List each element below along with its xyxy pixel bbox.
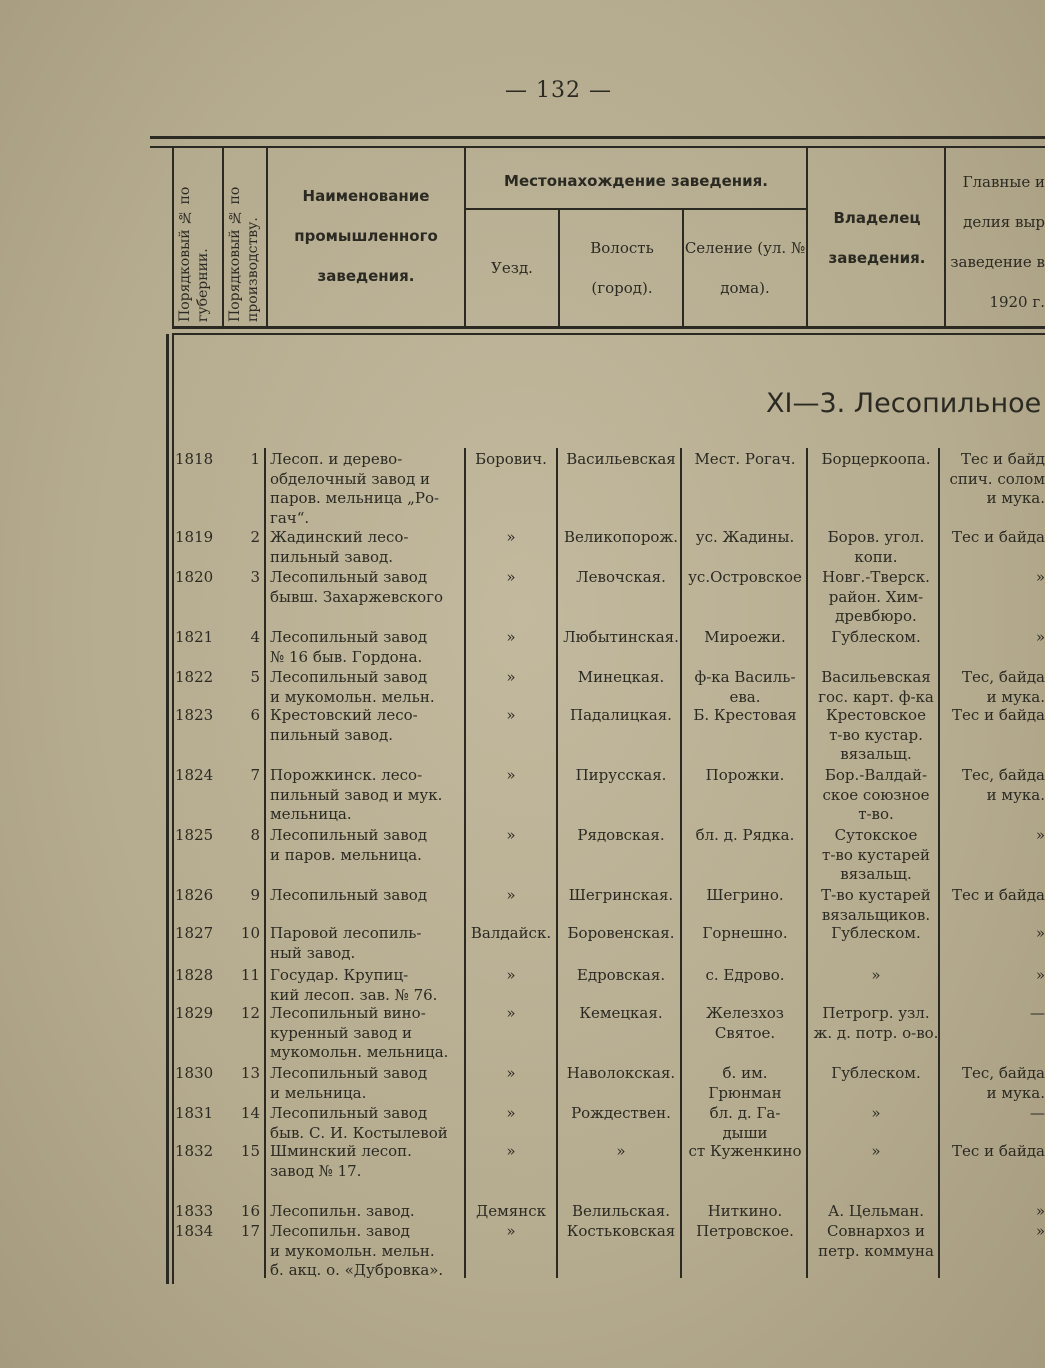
cell-order-gub: 1830 [175,1064,214,1082]
cell-selenie: Горнешно. [702,924,788,942]
header-top-rule [150,136,1045,139]
cell-order-prod: 12 [240,1004,260,1022]
cell-owner: Гублеском. [831,924,921,942]
cell-volost: Костьковская [566,1222,676,1240]
cell-establishment-name: Лесопильный завод [270,886,428,904]
location-group-rule [466,208,808,210]
cell-uezd: » [506,668,516,686]
cell-establishment-name: Лесопильн. завод и мукомольн. мельн. б. акц. о. «Дубровка». [270,1222,444,1279]
cell-selenie: бл. д. Рядка. [695,826,795,844]
cell-owner: Гублеском. [831,628,921,646]
cell-order-gub: 1833 [175,1202,214,1220]
cell-products: » [1035,1202,1045,1220]
cell-uezd: Борович. [475,450,547,468]
cell-establishment-name: Лесопильный завод и мукомольн. мельн. [270,668,435,706]
cell-order-gub: 1819 [175,528,214,546]
cell-establishment-name: Лесопильный завод и паров. мельница. [270,826,428,864]
cell-selenie: Шегрино. [706,886,784,904]
cell-volost: Едровская. [576,966,666,984]
cell-products: Тес и байд спич. солом и мука. [949,450,1045,507]
cell-selenie: ус.Островское [688,568,802,586]
header-uezd: Уезд. [491,259,533,277]
header-order-gub: Порядковый № по губернии. [177,186,211,322]
cell-establishment-name: Лесопильный завод и мельница. [270,1064,428,1102]
cell-order-gub: 1822 [175,668,214,686]
cell-products: Тес, байда и мука. [962,668,1045,706]
body-left-rule-2 [172,334,174,1284]
cell-selenie: Мироежи. [704,628,786,646]
cell-establishment-name: Лесоп. и дерево- обделочный завод и паров. мельница „Ро- гач“. [270,450,440,527]
cell-volost: Любытинская. [563,628,679,646]
cell-uezd: » [506,528,516,546]
cell-owner: » [871,1142,881,1160]
cell-uezd: » [506,826,516,844]
cell-uezd: » [506,1004,516,1022]
cell-selenie: бл. д. Га- дыши [709,1104,781,1142]
cell-products: — [1030,1004,1045,1022]
cell-order-prod: 6 [250,706,260,724]
cell-products: Тес, байда и мука. [962,766,1045,804]
cell-volost: Рядовская. [577,826,665,844]
cell-owner: Боров. угол. копи. [827,528,925,566]
cell-order-gub: 1824 [175,766,214,784]
cell-uezd: » [506,628,516,646]
cell-volost: » [616,1142,626,1160]
cell-owner: Сутокское т-во кустарей вязальщ. [822,826,930,883]
cell-selenie: Ниткино. [707,1202,783,1220]
cell-order-gub: 1821 [175,628,214,646]
cell-establishment-name: Шминский лесоп. завод № 17. [270,1142,412,1180]
cell-products: » [1035,1222,1045,1240]
cell-selenie: б. им. Грюнман [708,1064,782,1102]
cell-owner: Петрогр. узл. ж. д. потр. о-во. [813,1004,939,1042]
cell-volost: Рождествен. [571,1104,671,1122]
cell-selenie: ф-ка Василь- ева. [694,668,796,706]
cell-establishment-name: Государ. Крупиц- кий лесоп. зав. № 76. [270,966,438,1004]
cell-order-gub: 1828 [175,966,214,984]
cell-products: Тес и байда [952,528,1045,546]
cell-volost: Шегринская. [568,886,674,904]
section-title: XI—3. Лесопильное [766,388,1042,419]
cell-order-prod: 17 [240,1222,260,1240]
cell-volost: Велильская. [571,1202,671,1220]
cell-order-gub: 1832 [175,1142,214,1160]
cell-establishment-name: Лесопильный вино- куренный завод и мукомольн. мельница. [270,1004,449,1061]
cell-uezd: » [506,766,516,784]
cell-establishment-name: Лесопильный завод № 16 быв. Гордона. [270,628,428,666]
cell-establishment-name: Лесопильн. завод. [270,1202,415,1220]
cell-order-prod: 14 [240,1104,260,1122]
cell-order-prod: 16 [240,1202,260,1220]
cell-owner: А. Цельман. [828,1202,924,1220]
cell-uezd: » [506,1064,516,1082]
cell-products: » [1035,568,1045,586]
cell-selenie: ус. Жадины. [695,528,795,546]
cell-order-gub: 1834 [175,1222,214,1240]
cell-uezd: Демянск [476,1202,546,1220]
cell-uezd: » [506,966,516,984]
body-divider [806,448,808,1278]
cell-order-prod: 11 [240,966,260,984]
cell-uezd: » [506,886,516,904]
cell-products: » [1035,966,1045,984]
header-volost: Волость (город). [590,239,654,297]
header-bottom-rule-2 [172,333,1045,335]
cell-order-gub: 1827 [175,924,214,942]
cell-owner: Борцеркоопа. [821,450,931,468]
cell-volost: Левочская. [576,568,666,586]
cell-order-prod: 15 [240,1142,260,1160]
cell-order-gub: 1818 [175,450,214,468]
cell-volost: Наволокская. [566,1064,676,1082]
cell-owner: Совнархоз и петр. коммуна [818,1222,934,1260]
cell-order-prod: 4 [250,628,260,646]
cell-products: Тес и байда [952,1142,1045,1160]
cell-products: » [1035,826,1045,844]
cell-volost: Кемецкая. [579,1004,663,1022]
cell-selenie: Железхоз Святое. [706,1004,784,1042]
header-divider [266,146,268,326]
cell-owner: » [871,1104,881,1122]
cell-establishment-name: Крестовский лесо- пильный завод. [270,706,418,744]
cell-products: » [1035,628,1045,646]
cell-owner: Крестовское т-во кустар. вязальщ. [826,706,926,763]
header-divider [806,146,808,326]
cell-volost: Падалицкая. [570,706,672,724]
cell-uezd: » [506,568,516,586]
cell-products: — [1030,1104,1045,1122]
header-owner: Владелец заведения. [828,209,926,267]
cell-uezd: » [506,1142,516,1160]
cell-establishment-name: Жадинский лесо- пильный завод. [270,528,409,566]
cell-owner: Бор.-Валдай- ское союзное т-во. [822,766,930,823]
header-order-prod: Порядковый № по производству. [227,186,261,322]
header-products: Главные и делия выр заведение в 1920 г. [950,173,1045,311]
cell-uezd: Валдайск. [470,924,552,942]
cell-selenie: Б. Крестовая [693,706,797,724]
header-divider [172,146,174,326]
cell-establishment-name: Лесопильный завод быв. С. И. Костылевой [270,1104,448,1142]
cell-selenie: Петровское. [696,1222,794,1240]
header-divider [944,146,946,326]
cell-owner: Гублеском. [831,1064,921,1082]
cell-products: Тес, байда и мука. [962,1064,1045,1102]
cell-products: » [1035,924,1045,942]
cell-owner: » [871,966,881,984]
cell-owner: Новг.-Тверск. район. Хим- древбюро. [822,568,930,625]
header-top-rule-2 [150,146,1045,148]
cell-selenie: Мест. Рогач. [694,450,796,468]
cell-owner: Т-во кустарей вязальщиков. [821,886,931,924]
cell-products: Тес и байда [952,706,1045,724]
header-divider [222,146,224,326]
cell-selenie: с. Едрово. [705,966,785,984]
cell-uezd: » [506,1222,516,1240]
cell-order-prod: 13 [240,1064,260,1082]
body-divider [556,448,558,1278]
cell-volost: Пирусская. [575,766,667,784]
cell-order-gub: 1820 [175,568,214,586]
cell-uezd: » [506,706,516,724]
cell-order-gub: 1825 [175,826,214,844]
page-number: — 132 — [505,78,612,103]
cell-products: Тес и байда [952,886,1045,904]
cell-owner: Васильевская гос. карт. ф-ка [818,668,934,706]
header-selenie: Селение (ул. № дома). [684,239,806,297]
cell-volost: Минецкая. [577,668,665,686]
cell-establishment-name: Паровой лесопиль- ный завод. [270,924,422,962]
cell-volost: Боровенская. [567,924,675,942]
cell-order-prod: 7 [250,766,260,784]
cell-establishment-name: Порожкинск. лесо- пильный завод и мук. мельница. [270,766,443,823]
cell-order-prod: 2 [250,528,260,546]
cell-order-prod: 1 [250,450,260,468]
cell-selenie: ст Куженкино [688,1142,802,1160]
cell-order-prod: 8 [250,826,260,844]
body-divider [264,448,266,1278]
cell-selenie: Порожки. [705,766,785,784]
cell-order-gub: 1829 [175,1004,214,1022]
header-divider [558,208,560,326]
cell-order-prod: 3 [250,568,260,586]
cell-order-prod: 10 [240,924,260,942]
body-left-rule [166,334,169,1284]
cell-order-gub: 1831 [175,1104,214,1122]
header-location-group: Местонахождение заведения. [504,172,768,190]
header-bottom-rule [172,326,1045,329]
cell-order-prod: 5 [250,668,260,686]
header-name: Наименование промышленного заведения. [294,187,438,285]
cell-uezd: » [506,1104,516,1122]
cell-order-gub: 1826 [175,886,214,904]
cell-order-gub: 1823 [175,706,214,724]
cell-establishment-name: Лесопильный завод бывш. Захаржевского [270,568,444,606]
cell-order-prod: 9 [250,886,260,904]
cell-volost: Васильевская [566,450,676,468]
cell-volost: Великопорож. [563,528,679,546]
